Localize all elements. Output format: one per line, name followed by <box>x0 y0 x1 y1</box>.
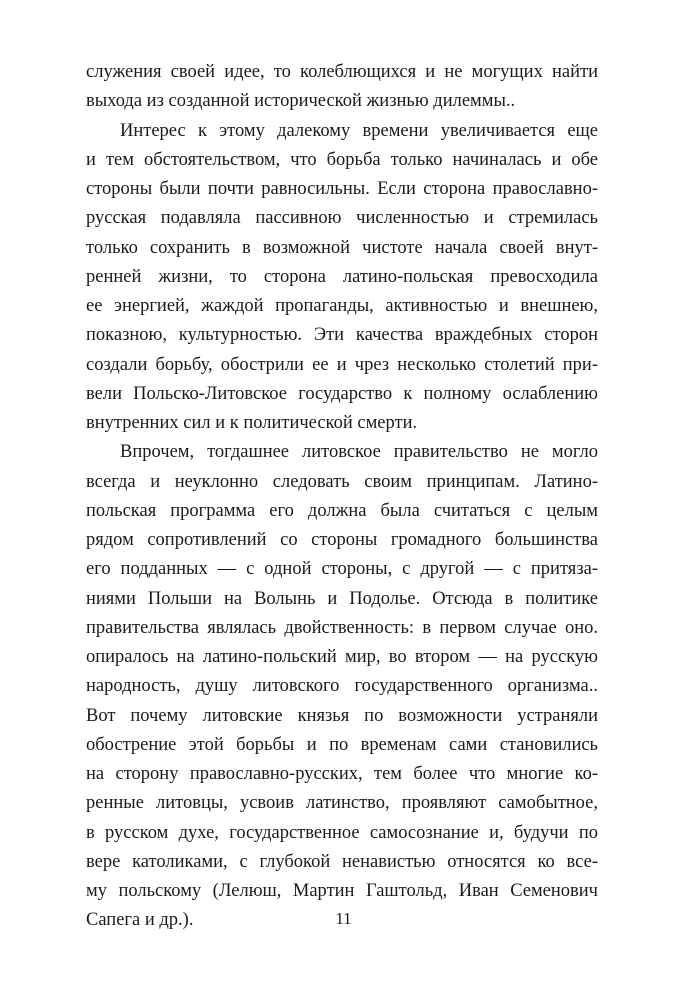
text-line: народность, душу литовского государственного организма.. <box>86 676 598 697</box>
text-line: на сторону православно-русских, тем более что многие ко- <box>86 764 598 784</box>
text-line: его подданных — с одной стороны, с другой — с притяза- <box>86 559 598 580</box>
body-text <box>86 58 598 936</box>
text-line: му польскому (Лелюш, Мартин Гаштольд, Иван Семенович <box>86 881 598 901</box>
text-line: Впрочем, тогдашнее литовское правительство не могло <box>120 442 598 463</box>
text-line: стороны были почти равносильны. Если сторона православно- <box>86 179 598 199</box>
text-line: ниями Польши на Волынь и Подолье. Отсюда в политике <box>86 588 598 609</box>
text-line: ее энергией, жаждой пропаганды, активностью и внешнею, <box>86 296 598 316</box>
text-line: показною, культурностью. Эти качества враждебных сторон <box>86 325 598 346</box>
text-line: Сапега и др.). <box>86 910 194 931</box>
page-number: 11 <box>335 909 352 928</box>
text-line: создали борьбу, обострили ее и чрез несколько столетий при- <box>86 354 598 375</box>
text-line: обострение этой борьбы и по временам сами становились <box>86 734 598 755</box>
text-line: только сохранить в возможной чистоте начала своей внут- <box>86 237 598 258</box>
text-line: русская подавляла пассивною численностью и стремилась <box>86 208 598 229</box>
text-line: всегда и неуклонно следовать своим принципам. Латино- <box>86 471 598 492</box>
text-line: ренней жизни, то сторона латино-польская превосходила <box>86 266 598 287</box>
text-line: опиралось на латино-польский мир, во втором — на русскую <box>86 647 598 667</box>
text-line: служения своей идее, то колеблющихся и не могущих найти <box>86 62 598 82</box>
text-line: рядом сопротивлений со стороны громадного большинства <box>86 530 598 550</box>
text-line: польская программа его должна была считаться с целым <box>86 500 598 521</box>
text-line: вели Польско-Литовское государство к полному ослаблению <box>86 383 598 404</box>
text-line: Вот почему литовские князья по возможности устраняли <box>86 705 598 726</box>
text-line: вере католиками, с глубокой ненавистью относятся ко все- <box>86 851 598 872</box>
text-line: и тем обстоятельством, что борьба только начиналась и обе <box>86 149 598 170</box>
text-line: выхода из созданной исторической жизнью дилеммы.. <box>86 91 516 112</box>
text-line: Интерес к этому далекому времени увеличивается еще <box>120 120 598 141</box>
text-line: ренные литовцы, усвоив латинство, проявляют самобытное, <box>86 793 598 814</box>
text-line: внутренних сил и к политической смерти. <box>86 413 418 433</box>
text-line: в русском духе, государственное самосознание и, будучи по <box>86 822 598 843</box>
text-line: правительства являлась двойственность: в первом случае оно. <box>86 617 598 638</box>
